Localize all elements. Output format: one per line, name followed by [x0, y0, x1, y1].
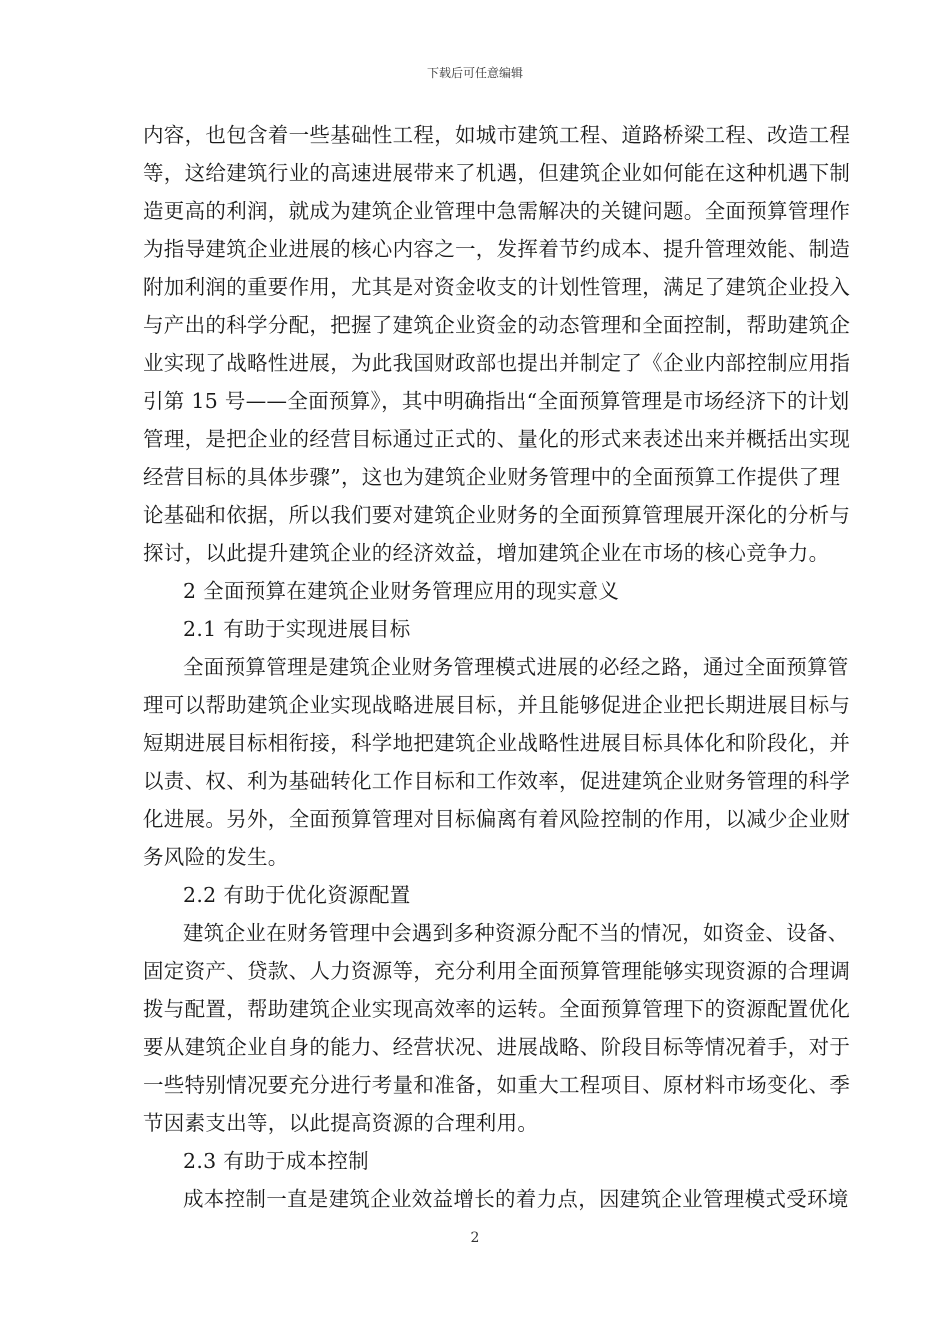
text-line: 内容，也包含着一些基础性工程，如城市建筑工程、道路桥梁工程、改造工程: [143, 123, 851, 147]
section-heading: 2 全面预算在建筑企业财务管理应用的现实意义: [183, 579, 620, 603]
text-line: 等，这给建筑行业的高速进展带来了机遇，但建筑企业如何能在这种机遇下制: [143, 161, 851, 185]
text-line: 引第 15 号——全面预算》，其中明确指出“全面预算管理是市场经济下的计划: [143, 389, 850, 413]
page-number: 2: [470, 1230, 480, 1246]
subsection-heading: 2.2 有助于优化资源配置: [183, 883, 411, 907]
text-line: 固定资产、贷款、人力资源等，充分利用全面预算管理能够实现资源的合理调: [143, 959, 851, 983]
text-line: 一些特别情况要充分进行考量和准备，如重大工程项目、原材料市场变化、季: [143, 1073, 851, 1097]
paragraph-first-line: 建筑企业在财务管理中会遇到多种资源分配不当的情况，如资金、设备、: [183, 921, 849, 945]
text-line: 务风险的发生。: [143, 845, 289, 869]
text-line: 要从建筑企业自身的能力、经营状况、进展战略、阶段目标等情况着手，对于: [143, 1035, 851, 1059]
text-line: 以责、权、利为基础转化工作目标和工作效率，促进建筑企业财务管理的科学: [143, 769, 851, 793]
text-line: 经营目标的具体步骤”，这也为建筑企业财务管理中的全面预算工作提供了理: [143, 465, 841, 489]
paragraph-first-line: 成本控制一直是建筑企业效益增长的着力点，因建筑企业管理模式受环境: [183, 1187, 849, 1211]
text-line: 为指导建筑企业进展的核心内容之一，发挥着节约成本、提升管理效能、制造: [143, 237, 851, 261]
text-line: 造更高的利润，就成为建筑企业管理中急需解决的关键问题。全面预算管理作: [143, 199, 851, 223]
text-line: 管理，是把企业的经营目标通过正式的、量化的形式来表述出来并概括出实现: [143, 427, 851, 451]
text-line: 与产出的科学分配，把握了建筑企业资金的动态管理和全面控制，帮助建筑企: [143, 313, 851, 337]
text-line: 理可以帮助建筑企业实现战略进展目标，并且能够促进企业把长期进展目标与: [143, 693, 851, 717]
page-header: 下载后可任意编辑: [426, 66, 523, 80]
text-line: 短期进展目标相衔接，科学地把建筑企业战略性进展目标具体化和阶段化，并: [143, 731, 851, 755]
subsection-heading: 2.3 有助于成本控制: [183, 1149, 369, 1173]
text-line: 拨与配置，帮助建筑企业实现高效率的运转。全面预算管理下的资源配置优化: [143, 997, 851, 1021]
text-line: 论基础和依据，所以我们要对建筑企业财务的全面预算管理展开深化的分析与: [143, 503, 851, 527]
text-line: 业实现了战略性进展，为此我国财政部也提出并制定了《企业内部控制应用指: [143, 351, 851, 375]
text-line: 节因素支出等，以此提高资源的合理利用。: [143, 1111, 539, 1135]
text-line: 探讨，以此提升建筑企业的经济效益，增加建筑企业在市场的核心竞争力。: [143, 541, 830, 565]
text-line: 附加利润的重要作用，尤其是对资金收支的计划性管理，满足了建筑企业投入: [143, 275, 851, 299]
document-body: [143, 116, 851, 1218]
paragraph-first-line: 全面预算管理是建筑企业财务管理模式进展的必经之路，通过全面预算管: [183, 655, 849, 679]
text-line: 化进展。另外，全面预算管理对目标偏离有着风险控制的作用，以减少企业财: [143, 807, 851, 831]
subsection-heading: 2.1 有助于实现进展目标: [183, 617, 411, 641]
